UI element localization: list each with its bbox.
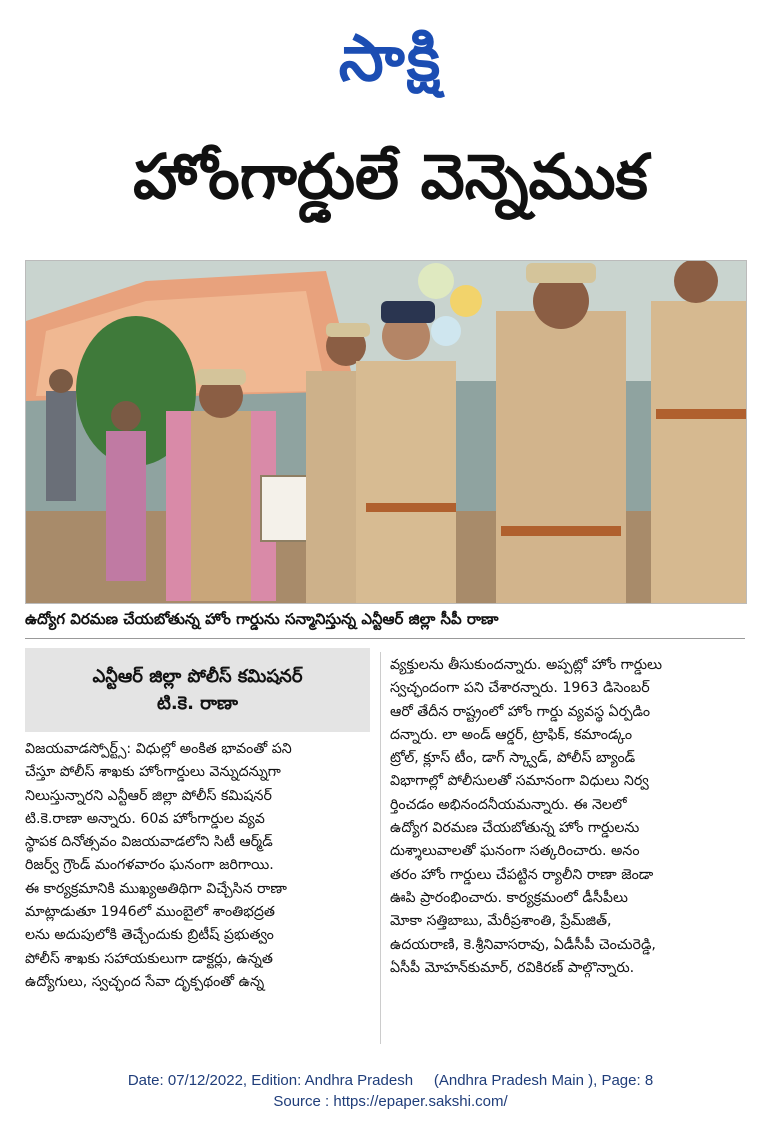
article-line: ఉద్యోగ విరమణ చేయబోతున్న హోం గార్డులను — [390, 820, 640, 837]
sakshi-logo[interactable]: సాక్షి — [338, 22, 443, 96]
article-line: ఆరో తేదీన రాష్ట్రంలో హోం గార్డు వ్యవస్థ ఏర్పడిం — [390, 703, 651, 720]
article-line: స్థాపక దినోత్సవం విజయవాడలోని సిటీ ఆర్మ్‌డ్ — [25, 834, 273, 851]
article-line: స్వచ్ఛందంగా పని చేశారన్నారు. 1963 డిసెంబర్ — [390, 680, 650, 697]
photo-illustration — [26, 261, 746, 603]
article-line: ట్రోల్, క్లూస్ టీం, డాగ్ స్క్వాడ్, పోలీస్ బ్యాండ్ — [390, 750, 636, 767]
masthead — [0, 14, 781, 104]
article-line: టి.కె.రాణా అన్నారు. 60వ హోంగార్డుల వ్యవ — [25, 810, 265, 827]
subhead-box — [25, 648, 370, 732]
article-line: తరం హోం గార్డులు చేపట్టిన ర్యాలీని రాణా జెండా — [390, 866, 654, 883]
article-column-right — [390, 654, 735, 980]
article-line: విభాగాల్లో పోలీసులతో సమానంగా విధులు నిర్వ — [390, 773, 649, 790]
article-line: విజయవాడస్పోర్ట్స్: విధుల్లో అంకిత భావంతో పని — [25, 741, 292, 757]
subhead-line-1: ఎన్టీఆర్ జిల్లా పోలీస్ కమిషనర్ — [92, 666, 303, 687]
footer-source-link[interactable]: Source : https://epaper.sakshi.com/ — [273, 1093, 508, 1110]
article-line: వ్యక్తులను తీసుకుందన్నారు. అప్పట్లో హోం గార్డులు — [390, 657, 663, 673]
article-line: ఉదయరాణి, కె.శ్రీనివాసరావు, ఏడీసీపీ చెంచురెడ్డి, — [390, 936, 656, 953]
column-divider — [380, 652, 381, 1044]
article-line: మోకా సత్తిబాబు, మేరీప్రశాంతి, ప్రేమ్‌జిత్, — [390, 913, 612, 930]
article-line: ఏసీపీ మోహన్‌కుమార్, రవికిరణ్ పాల్గొన్నారు. — [390, 959, 635, 976]
article-line: దన్నారు. లా అండ్ ఆర్డర్, ట్రాఫిక్, కమాండ్కం — [390, 726, 633, 743]
caption-divider — [25, 638, 745, 639]
article-line: రిజర్వ్ గ్రౌండ్ మంగళవారం ఘనంగా జరిగాయి. — [25, 857, 274, 874]
subhead-line-2: టి.కె. రాణా — [156, 693, 239, 714]
article-line: నిలుస్తున్నారని ఎన్టీఆర్ జిల్లా పోలీస్ కమిషనర్ — [25, 787, 272, 804]
article-line: దుశ్శాలువాలతో ఘనంగా సత్కరించారు. అనం — [390, 843, 640, 860]
footer-date-edition: Date: 07/12/2022, Edition: Andhra Pradesh (Andhra Pradesh Main ), Page: 8 — [127, 1072, 654, 1089]
article-line: లను అదుపులోకి తెచ్చేందుకు బ్రిటీష్ ప్రభుత్వం — [25, 927, 274, 944]
article-line: పోలీస్ శాఖకు సహాయకులుగా డాక్టర్లు, ఉన్నత — [25, 950, 273, 967]
article-line: మాట్లాడుతూ 1946లో ముంబైలో శాంతిభద్రత — [25, 904, 275, 921]
article-line: ఉద్యోగులు, స్వచ్ఛంద సేవా దృక్పథంతో ఉన్న — [25, 973, 265, 990]
article-line: చేస్తూ పోలీస్ శాఖకు హోంగార్డులు వెన్నుదన్నుగా — [25, 764, 281, 781]
article-line: ఊపి ప్రారంభించారు. కార్యక్రమంలో డీసీపీలు — [390, 889, 628, 906]
footer — [0, 1070, 781, 1112]
article-line: ర్తించడం అభినందనీయమన్నారు. ఈ నెలలో — [390, 796, 627, 813]
news-photo — [25, 260, 747, 604]
article-column-left — [25, 738, 370, 994]
headline: హోంగార్డులే వెన్నెముక — [133, 140, 648, 213]
article-line: ఈ కార్యక్రమానికి ముఖ్యఅతిథిగా విచ్చేసిన రాణా — [25, 880, 287, 897]
photo-caption: ఉద్యోగ విరమణ చేయబోతున్న హోం గార్డును సన్మానిస్తున్న ఎన్టీఆర్ జిల్లా సీపీ రాణా — [25, 610, 499, 628]
